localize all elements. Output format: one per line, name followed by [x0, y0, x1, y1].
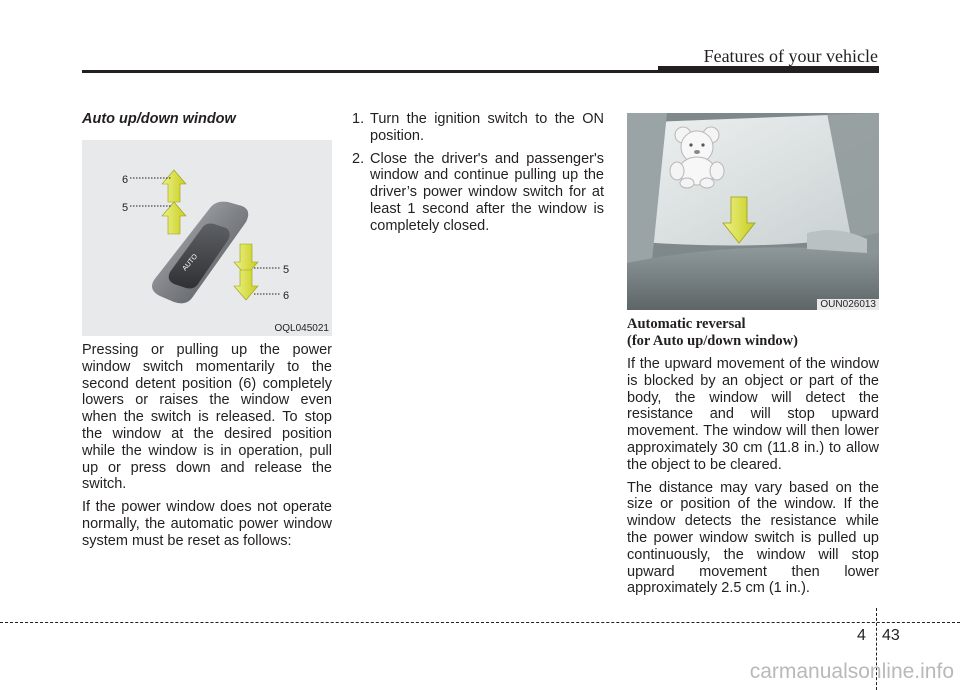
footer-rule	[0, 622, 960, 623]
paragraph: If the power window does not operate normally, the automatic power window system must be reset as follows:	[82, 499, 332, 549]
figure-code: OQL045021	[274, 323, 329, 334]
subsection-subheading: (for Auto up/down window)	[627, 333, 798, 349]
paragraph: If the upward movement of the window is blocked by an object or part of the body, the window will detect the resistance and will stop upward movement. The window will then lower approximately 30 cm (11.8 in.) to allow the object to be cleared.	[627, 356, 879, 473]
step-item	[352, 151, 604, 235]
window-figure	[627, 113, 879, 310]
watermark: carmanualsonline.info	[749, 660, 954, 683]
up-arrow-6-icon	[162, 170, 186, 202]
right-body	[627, 316, 879, 597]
subsection-heading: Automatic reversal	[627, 316, 746, 332]
step-number: 2.	[352, 150, 365, 167]
paragraph: Pressing or pulling up the power window switch momentarily to the second detent position (6) completely lowers or raises the window even when the switch is released. To stop the window at the desired position while the window is in operation, pull up or press down and release the switch.	[82, 342, 332, 493]
page-number: 43	[882, 627, 900, 644]
down-arrow-6-icon	[234, 270, 258, 300]
switch-figure	[82, 140, 332, 336]
running-header: Features of your vehicle	[703, 46, 878, 66]
window-switch-illustration	[82, 140, 332, 336]
header-rule	[82, 70, 879, 73]
left-body	[82, 342, 332, 550]
figure-label-5-top: 5	[122, 202, 129, 214]
figure-label-6-top: 6	[122, 174, 129, 186]
step-number: 1.	[352, 111, 365, 127]
up-arrow-5-icon	[162, 202, 186, 234]
car-window-illustration	[627, 113, 879, 310]
figure-code: OUN026013	[820, 299, 876, 310]
step-text: Close the driver's and passenger's window and continue pulling up the driver’s power window switch for at least 1 second after the window is completely closed.	[370, 150, 604, 234]
figure-label-6-bottom: 6	[283, 290, 290, 302]
switch-auto-text: AUTO	[181, 253, 200, 273]
figure-label-5-bottom: 5	[283, 264, 290, 276]
step-item	[352, 111, 604, 145]
section-title: Auto up/down window	[82, 111, 236, 127]
step-text: Turn the ignition switch to the ON position.	[370, 111, 604, 144]
chapter-number: 4	[857, 627, 866, 644]
paragraph: The distance may vary based on the size or position of the window. If the window detects the resistance while the power window switch is pulled up continuously, the window will stop upward movement then lower approximately 2.5 cm (1 in.).	[627, 479, 879, 597]
reset-steps	[352, 111, 604, 241]
